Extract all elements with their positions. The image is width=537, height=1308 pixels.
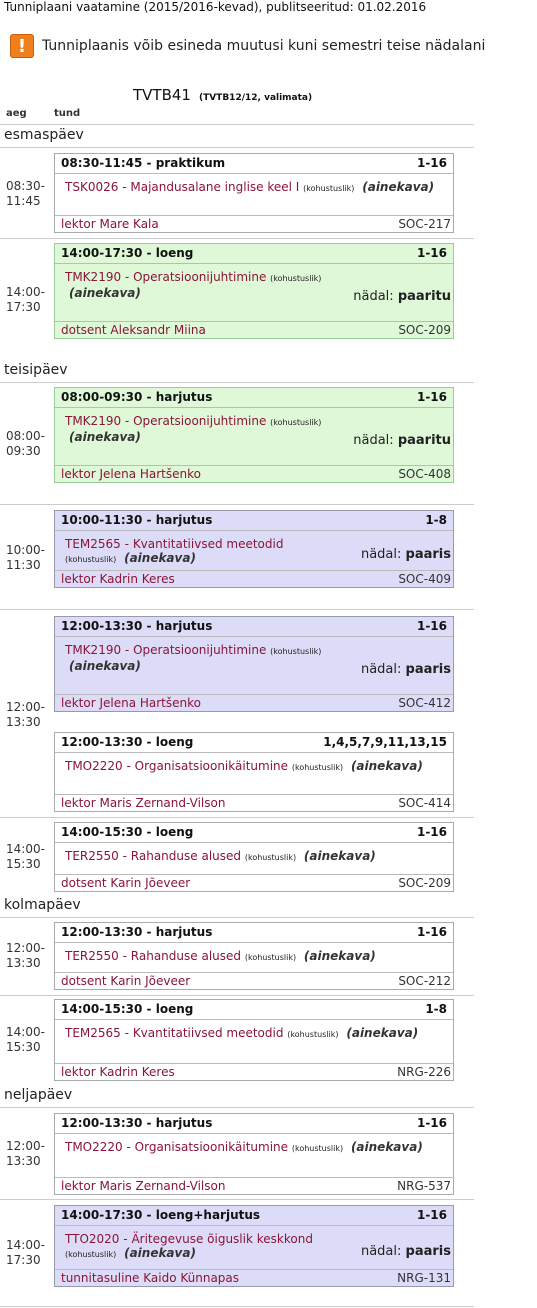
week-label: nädal:: [360, 662, 402, 677]
course-code: TMK2190: [65, 414, 122, 428]
teacher-link[interactable]: lektor Mare Kala: [61, 217, 159, 231]
course-required: (kohustuslik): [65, 555, 117, 564]
week-parity: [361, 547, 451, 562]
syllabus-link[interactable]: (ainekava): [69, 659, 141, 673]
room: SOC-408: [398, 467, 451, 481]
lesson-time: 08:00- 09:30: [6, 429, 45, 458]
course-title: Kvantitatiivsed meetodid: [132, 537, 284, 551]
lesson-weeks: 1-16: [416, 925, 447, 939]
course-code: TER2550: [65, 849, 119, 863]
lesson-time-type: 12:00-13:30 - harjutus: [61, 619, 213, 633]
lesson-footer: [55, 321, 453, 338]
week-label: nädal:: [353, 289, 394, 304]
teacher-link[interactable]: lektor Kadrin Keres: [61, 1065, 175, 1079]
room: SOC-409: [398, 572, 451, 586]
lesson-time-type: 14:00-17:30 - loeng: [61, 246, 194, 260]
teacher-link[interactable]: dotsent Aleksandr Miina: [61, 323, 206, 337]
lesson-footer: [55, 1269, 453, 1286]
dash: -: [124, 270, 130, 284]
week-parity-value: paaritu: [397, 433, 451, 448]
lesson-card[interactable]: [54, 510, 454, 588]
course-link[interactable]: [65, 1026, 283, 1040]
lesson-time-type: 12:00-13:30 - harjutus: [61, 1116, 213, 1130]
week-label: nädal:: [353, 433, 394, 448]
course-info: [65, 180, 445, 196]
course-title: Rahanduse alused: [130, 849, 242, 863]
teacher-link[interactable]: dotsent Karin Jõeveer: [61, 974, 191, 988]
course-required: (kohustuslik): [244, 953, 297, 962]
lesson-time-type: 14:00-15:30 - loeng: [61, 825, 194, 839]
syllabus-link[interactable]: (ainekava): [69, 286, 141, 300]
lesson-weeks: 1,4,5,7,9,11,13,15: [323, 735, 447, 749]
dash: -: [122, 180, 127, 194]
lesson-weeks: 1-16: [416, 619, 447, 633]
divider: [0, 124, 474, 125]
teacher-link[interactable]: lektor Jelena Hartšenko: [61, 696, 201, 710]
week-parity-value: paaris: [405, 547, 451, 562]
day-header: neljapäev: [4, 1087, 73, 1103]
lesson-footer: [55, 874, 453, 891]
divider: [0, 917, 474, 918]
course-title: Rahanduse alused: [130, 949, 242, 963]
lesson-time: 14:00- 15:30: [6, 842, 45, 871]
lesson-weeks: 1-8: [425, 1002, 447, 1016]
course-code: TEM2565: [65, 537, 121, 551]
course-required: (kohustuslik): [303, 184, 355, 193]
lesson-footer: [55, 794, 453, 811]
course-info: [65, 759, 445, 775]
divider: [0, 817, 474, 818]
lesson-time: 12:00- 13:30: [6, 1139, 45, 1168]
lesson-time-type: 10:00-11:30 - harjutus: [61, 513, 213, 527]
lesson-header: [55, 617, 453, 637]
lesson-body: [55, 753, 453, 794]
dash: -: [122, 849, 127, 863]
syllabus-link[interactable]: (ainekava): [124, 551, 196, 565]
syllabus-link[interactable]: (ainekava): [303, 949, 376, 963]
lesson-footer: [55, 570, 453, 587]
lesson-time-type: 08:30-11:45 - praktikum: [61, 156, 226, 170]
course-code: TER2550: [65, 949, 119, 963]
course-code: TEM2565: [65, 1026, 121, 1040]
teacher-link[interactable]: dotsent Karin Jõeveer: [61, 876, 191, 890]
course-code: TMO2220: [65, 759, 123, 773]
divider: [0, 147, 474, 148]
course-link[interactable]: [65, 414, 266, 428]
course-info: [65, 537, 335, 567]
course-link[interactable]: [65, 949, 241, 963]
week-parity-value: paaris: [405, 662, 451, 677]
lesson-time-type: 12:00-13:30 - loeng: [61, 735, 194, 749]
lesson-footer: [55, 1063, 453, 1080]
lesson-weeks: 1-16: [416, 156, 447, 170]
divider: [0, 382, 474, 383]
week-label: nädal:: [360, 1244, 402, 1259]
course-title: Äritegevuse õiguslik keskkond: [131, 1232, 313, 1246]
lesson-time: 14:00- 17:30: [6, 285, 45, 314]
lesson-card[interactable]: [54, 1205, 454, 1287]
week-parity: [361, 1244, 451, 1259]
teacher-link[interactable]: lektor Maris Zernand-Vilson: [61, 1179, 226, 1193]
group-name: TVTB41: [133, 86, 191, 104]
course-info: [65, 849, 445, 865]
lesson-time: 14:00- 15:30: [6, 1025, 45, 1054]
lesson-body: [55, 174, 453, 215]
lesson-weeks: 1-16: [416, 390, 447, 404]
day-header: kolmapäev: [4, 897, 81, 913]
day-header: esmaspäev: [4, 127, 84, 143]
course-link[interactable]: [65, 1232, 313, 1246]
lesson-weeks: 1-16: [416, 1208, 447, 1222]
dash: -: [122, 949, 127, 963]
course-link[interactable]: [65, 537, 283, 551]
course-info: [65, 270, 335, 300]
dash: -: [124, 414, 130, 428]
group-subtitle: (TVTB12/12, valimata): [198, 93, 313, 103]
course-info: [65, 1140, 445, 1156]
dash: -: [124, 537, 129, 551]
lesson-header: [55, 511, 453, 531]
course-required: (kohustuslik): [291, 1144, 344, 1153]
course-title: Organisatsioonikäitumine: [134, 1140, 289, 1154]
column-aeg: aeg: [6, 108, 27, 119]
teacher-link[interactable]: lektor Maris Zernand-Vilson: [61, 796, 226, 810]
room: NRG-226: [397, 1065, 451, 1079]
course-required: (kohustuslik): [287, 1030, 339, 1039]
dash: -: [123, 1232, 128, 1246]
page-title: Tunniplaani vaatamine (2015/2016-kevad), publitseeritud: 01.02.2016: [4, 0, 427, 14]
room: SOC-412: [398, 696, 451, 710]
lesson-body: [55, 943, 453, 972]
course-link[interactable]: [65, 270, 266, 284]
course-required: (kohustuslik): [270, 274, 322, 283]
lesson-body: [55, 531, 453, 570]
week-parity: [353, 289, 451, 304]
lesson-time: 14:00- 17:30: [6, 1238, 45, 1267]
lesson-header: [55, 1000, 453, 1020]
divider: [0, 1107, 474, 1108]
lesson-card[interactable]: [54, 822, 454, 892]
group-title: [133, 86, 312, 104]
course-title: Operatsioonijuhtimine: [133, 643, 267, 657]
lesson-card[interactable]: [54, 616, 454, 712]
divider: [0, 238, 474, 239]
dash: -: [124, 1026, 129, 1040]
week-label: nädal:: [360, 547, 402, 562]
course-info: [65, 1026, 445, 1042]
lesson-footer: [55, 465, 453, 482]
lesson-time: 12:00- 13:30: [6, 941, 45, 970]
column-tund: tund: [54, 108, 81, 119]
room: SOC-217: [398, 217, 451, 231]
course-required: (kohustuslik): [270, 647, 322, 656]
teacher-link[interactable]: tunnitasuline Kaido Künnapas: [61, 1271, 240, 1285]
divider: [0, 995, 474, 996]
course-required: (kohustuslik): [291, 763, 344, 772]
divider: [0, 1199, 474, 1200]
divider: [0, 504, 474, 505]
syllabus-link[interactable]: (ainekava): [346, 1026, 419, 1040]
course-required: (kohustuslik): [65, 1250, 117, 1259]
room: SOC-209: [398, 323, 451, 337]
course-info: [65, 414, 335, 444]
lesson-header: [55, 1206, 453, 1226]
course-code: TSK0026: [65, 180, 119, 194]
course-code: TTO2020: [65, 1232, 120, 1246]
lesson-weeks: 1-16: [416, 1116, 447, 1130]
lesson-time-type: 14:00-15:30 - loeng: [61, 1002, 194, 1016]
course-link[interactable]: [65, 849, 241, 863]
warning-text: Tunniplaanis võib esineda muutusi kuni semestri teise nädalani: [42, 38, 486, 54]
week-parity-value: paaris: [405, 1244, 451, 1259]
lesson-card[interactable]: [54, 1113, 454, 1195]
course-title: Organisatsioonikäitumine: [134, 759, 289, 773]
lesson-header: [55, 154, 453, 174]
dash: -: [126, 759, 131, 773]
lesson-card[interactable]: [54, 243, 454, 339]
warning-banner: [10, 34, 485, 58]
teacher-link[interactable]: lektor Kadrin Keres: [61, 572, 175, 586]
lesson-footer: [55, 215, 453, 232]
lesson-weeks: 1-16: [416, 825, 447, 839]
lesson-time: 08:30- 11:45: [6, 179, 45, 208]
lesson-card[interactable]: [54, 922, 454, 990]
lesson-body: [55, 1226, 453, 1269]
syllabus-link[interactable]: (ainekava): [350, 759, 423, 773]
lesson-body: [55, 637, 453, 694]
lesson-header: [55, 823, 453, 843]
lesson-header: [55, 923, 453, 943]
divider: [0, 609, 474, 610]
lesson-card[interactable]: [54, 387, 454, 483]
course-code: TMK2190: [65, 643, 122, 657]
lesson-weeks: 1-8: [425, 513, 447, 527]
lesson-footer: [55, 1177, 453, 1194]
syllabus-link[interactable]: (ainekava): [124, 1246, 196, 1260]
room: SOC-209: [398, 876, 451, 890]
dash: -: [126, 1140, 131, 1154]
syllabus-link[interactable]: (ainekava): [303, 849, 376, 863]
course-link[interactable]: [65, 759, 288, 773]
course-title: Operatsioonijuhtimine: [133, 270, 267, 284]
lesson-card[interactable]: [54, 732, 454, 812]
teacher-link[interactable]: lektor Jelena Hartšenko: [61, 467, 201, 481]
lesson-card[interactable]: [54, 999, 454, 1081]
course-info: [65, 643, 335, 673]
room: NRG-537: [397, 1179, 451, 1193]
course-info: [65, 1232, 335, 1262]
lesson-body: [55, 408, 453, 465]
course-link[interactable]: [65, 180, 299, 194]
lesson-header: [55, 733, 453, 753]
lesson-body: [55, 264, 453, 321]
lesson-card[interactable]: [54, 153, 454, 233]
warning-icon: !: [10, 34, 34, 58]
lesson-weeks: 1-16: [416, 246, 447, 260]
lesson-header: [55, 244, 453, 264]
room: SOC-212: [398, 974, 451, 988]
lesson-time-type: 08:00-09:30 - harjutus: [61, 390, 213, 404]
lesson-time: 12:00- 13:30: [6, 700, 45, 729]
course-title: Majandusalane inglise keel I: [130, 180, 300, 194]
day-header: teisipäev: [4, 362, 68, 378]
lesson-time-type: 14:00-17:30 - loeng+harjutus: [61, 1208, 261, 1222]
course-link[interactable]: [65, 1140, 288, 1154]
course-code: TMK2190: [65, 270, 122, 284]
lesson-time-type: 12:00-13:30 - harjutus: [61, 925, 213, 939]
syllabus-link[interactable]: (ainekava): [69, 430, 141, 444]
lesson-body: [55, 1134, 453, 1177]
room: NRG-131: [397, 1271, 451, 1285]
divider: [0, 1306, 474, 1307]
course-title: Kvantitatiivsed meetodid: [132, 1026, 284, 1040]
course-title: Operatsioonijuhtimine: [133, 414, 267, 428]
dash: -: [124, 643, 130, 657]
lesson-time: 10:00- 11:30: [6, 543, 45, 572]
lesson-footer: [55, 694, 453, 711]
course-info: [65, 949, 445, 965]
course-code: TMO2220: [65, 1140, 123, 1154]
lesson-header: [55, 1114, 453, 1134]
course-link[interactable]: [65, 643, 266, 657]
syllabus-link[interactable]: (ainekava): [362, 180, 435, 194]
lesson-header: [55, 388, 453, 408]
course-required: (kohustuslik): [270, 418, 322, 427]
week-parity-value: paaritu: [397, 289, 451, 304]
course-required: (kohustuslik): [244, 853, 297, 862]
room: SOC-414: [398, 796, 451, 810]
week-parity: [361, 662, 451, 677]
lesson-body: [55, 1020, 453, 1063]
lesson-footer: [55, 972, 453, 989]
week-parity: [353, 433, 451, 448]
lesson-body: [55, 843, 453, 874]
syllabus-link[interactable]: (ainekava): [350, 1140, 423, 1154]
